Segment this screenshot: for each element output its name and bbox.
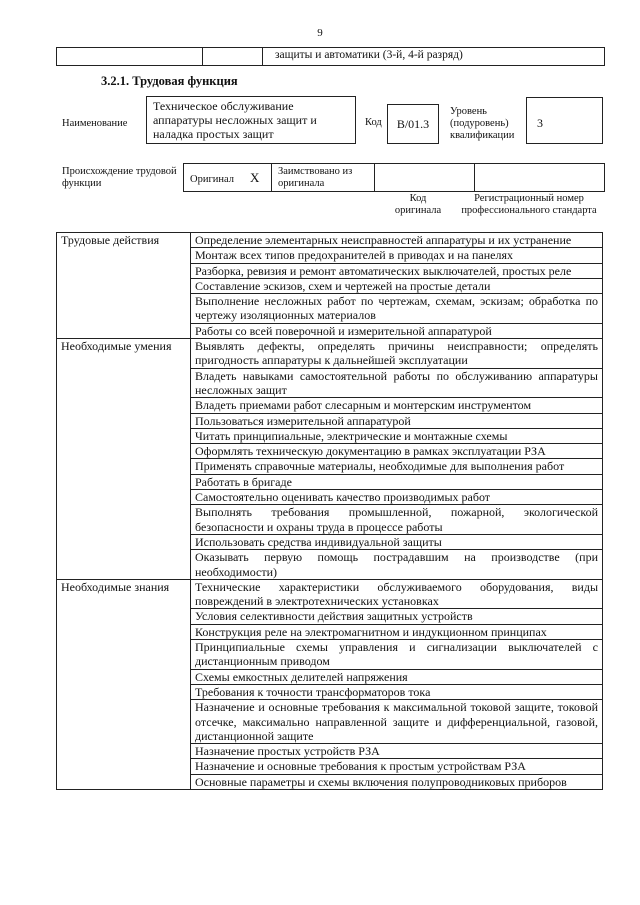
item-cell: Назначение и основные требования к максимальной токовой защите, токовой отсечке, максимально направленной защите и дифференциальной, газовой, дистанционной защите: [191, 700, 603, 744]
item-cell: Составление эскизов, схем и чертежей на простые детали: [191, 278, 603, 293]
code-value-box: В/01.3: [387, 104, 439, 144]
category-cell: Необходимые умения: [57, 339, 191, 580]
origin-label: Происхождение трудовой функции: [62, 166, 177, 189]
continuation-row: [56, 47, 605, 66]
item-cell: Самостоятельно оценивать качество производимых работ: [191, 490, 603, 505]
origin-divider: [271, 164, 272, 191]
item-cell: Технические характеристики обслуживаемого оборудования, виды повреждений в электротехнических установках: [191, 579, 603, 609]
function-table: [56, 232, 603, 790]
item-cell: Выявлять дефекты, определять причины неисправности; определять пригодность аппаратуры к дальнейшей эксплуатации: [191, 339, 603, 369]
section-heading: 3.2.1. Трудовая функция: [101, 74, 238, 88]
item-cell: Выполнять требования промышленной, пожарной, экологической безопасности и охраны труда в процессе работы: [191, 505, 603, 535]
reg-number-label: Регистрационный номер профессионального стандарта: [461, 193, 597, 216]
item-cell: Работы со всей поверочной и измерительной аппаратурой: [191, 323, 603, 338]
function-name-box: Техническое обслуживание аппаратуры несложных защит и наладка простых защит: [146, 96, 356, 144]
item-cell: Назначение простых устройств РЗА: [191, 744, 603, 759]
item-cell: Конструкция реле на электромагнитном и индукционном принципах: [191, 624, 603, 639]
origin-divider: [474, 164, 475, 191]
code-label: Код: [365, 117, 382, 128]
item-cell: Пользоваться измерительной аппаратурой: [191, 413, 603, 428]
table-row: [57, 339, 603, 369]
continuation-cell-empty-2: [202, 48, 263, 65]
continuation-cell-empty: [57, 48, 203, 65]
continuation-text: защиты и автоматики (3-й, 4-й разряд): [275, 49, 463, 61]
item-cell: Требования к точности трансформаторов тока: [191, 684, 603, 699]
item-cell: Определение элементарных неисправностей аппаратуры и их устранение: [191, 233, 603, 248]
borrowed-label: Заимствовано из оригинала: [278, 166, 353, 189]
item-cell: Разборка, ревизия и ремонт автоматических выключателей, простых реле: [191, 263, 603, 278]
table-row: [57, 233, 603, 248]
item-cell: Условия селективности действия защитных устройств: [191, 609, 603, 624]
item-cell: Основные параметры и схемы включения полупроводниковых приборов: [191, 774, 603, 789]
original-label: Оригинал: [190, 174, 234, 185]
item-cell: Применять справочные материалы, необходимые для выполнения работ: [191, 459, 603, 474]
category-cell: Необходимые знания: [57, 579, 191, 789]
item-cell: Назначение и основные требования к простым устройствам РЗА: [191, 759, 603, 774]
level-value-box: 3: [526, 97, 603, 144]
item-cell: Схемы емкостных делителей напряжения: [191, 669, 603, 684]
item-cell: Работать в бригаде: [191, 474, 603, 489]
item-cell: Принципиальные схемы управления и сигнализации выключателей с дистанционным приводом: [191, 640, 603, 670]
name-label: Наименование: [62, 118, 128, 129]
original-mark: X: [250, 170, 260, 185]
item-cell: Читать принципиальные, электрические и монтажные схемы: [191, 428, 603, 443]
level-label: Уровень (подуровень) квалификации: [450, 106, 515, 141]
item-cell: Владеть приемами работ слесарным и монтерским инструментом: [191, 398, 603, 413]
item-cell: Выполнение несложных работ по чертежам, схемам, эскизам; обработка по чертежу изоляционных материалов: [191, 294, 603, 324]
page-number: 9: [317, 27, 323, 39]
item-cell: Оказывать первую помощь пострадавшим на производстве (при необходимости): [191, 550, 603, 580]
code-original-label: Код оригинала: [394, 193, 442, 216]
item-cell: Использовать средства индивидуальной защиты: [191, 534, 603, 549]
table-row: [57, 579, 603, 609]
origin-box: [183, 163, 605, 192]
item-cell: Оформлять техническую документацию в рамках эксплуатации РЗА: [191, 444, 603, 459]
item-cell: Монтаж всех типов предохранителей в приводах и на панелях: [191, 248, 603, 263]
item-cell: Владеть навыками самостоятельной работы по обслуживанию аппаратуры несложных защит: [191, 368, 603, 398]
category-cell: Трудовые действия: [57, 233, 191, 339]
origin-divider: [374, 164, 375, 191]
